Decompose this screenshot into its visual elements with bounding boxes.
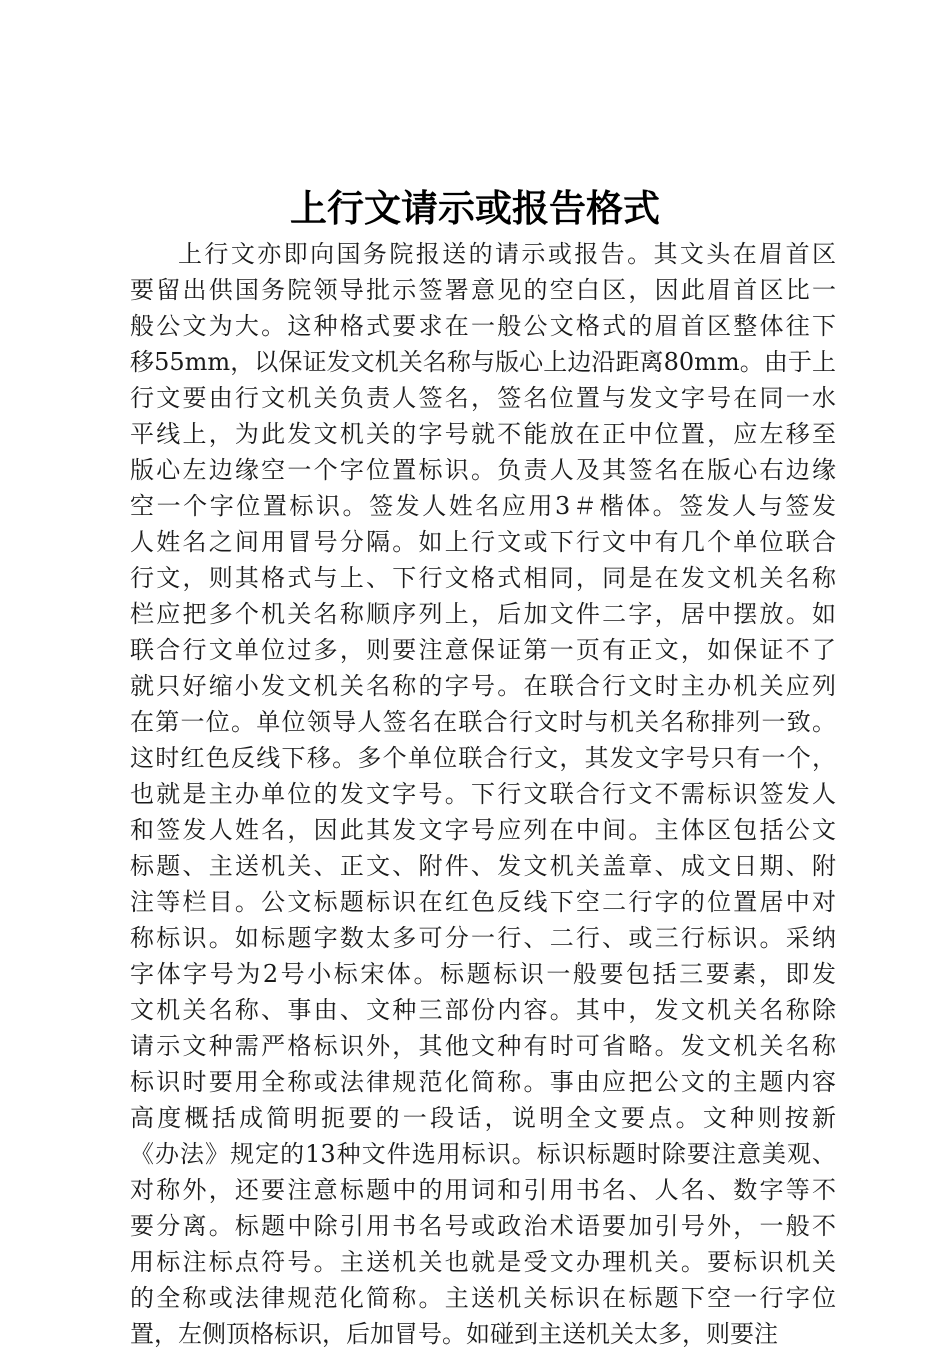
body-text-line: 在第一位。单位领导人签名在联合行文时与机关名称排列一致。 xyxy=(130,708,836,736)
body-text-line: 上行文亦即向国务院报送的请示或报告。其文头在眉首区 xyxy=(178,240,836,268)
document-body xyxy=(130,236,836,1352)
body-text-line: 行文，则其格式与上、下行文格式相同，同是在发文机关名称 xyxy=(130,564,836,592)
body-text-line: 对称外，还要注意标题中的用词和引用书名、人名、数字等不 xyxy=(130,1176,836,1204)
body-text-line: 称标识。如标题字数太多可分一行、二行、或三行标识。采纳 xyxy=(130,924,836,952)
body-text-line: 版心左边缘空一个字位置标识。负责人及其签名在版心右边缘 xyxy=(130,456,836,484)
body-text-line: 般公文为大。这种格式要求在一般公文格式的眉首区整体往下 xyxy=(130,312,836,340)
body-text-line: 行文要由行文机关负责人签名，签名位置与发文字号在同一水 xyxy=(130,384,836,412)
body-text-line: 要留出供国务院领导批示签署意见的空白区，因此眉首区比一 xyxy=(130,276,836,304)
body-text-line: 这时红色反线下移。多个单位联合行文，其发文字号只有一个， xyxy=(130,744,836,772)
body-text-line: 和签发人姓名，因此其发文字号应列在中间。主体区包括公文 xyxy=(130,816,836,844)
body-text-line: 平线上，为此发文机关的字号就不能放在正中位置，应左移至 xyxy=(130,420,836,448)
body-text-line: 文机关名称、事由、文种三部份内容。其中，发文机关名称除 xyxy=(130,996,836,1024)
body-text-line: 高度概括成简明扼要的一段话，说明全文要点。文种则按新 xyxy=(130,1104,836,1132)
document-title: 上行文请示或报告格式 xyxy=(290,186,660,230)
body-text-line: 请示文种需严格标识外，其他文种有时可省略。发文机关名称 xyxy=(130,1032,836,1060)
body-text-line: 字体字号为2号小标宋体。标题标识一般要包括三要素，即发 xyxy=(130,960,836,988)
body-text-line: 置，左侧顶格标识，后加冒号。如碰到主送机关太多，则要注 xyxy=(130,1320,778,1348)
body-text-line: 标题、主送机关、正文、附件、发文机关盖章、成文日期、附 xyxy=(130,852,836,880)
body-text-line: 要分离。标题中除引用书名号或政治术语要加引号外，一般不 xyxy=(130,1212,836,1240)
body-text-line: 的全称或法律规范化简称。主送机关标识在标题下空一行字位 xyxy=(130,1284,836,1312)
body-text-line: 空一个字位置标识。签发人姓名应用3＃楷体。签发人与签发 xyxy=(130,492,836,520)
body-text-line: 《办法》规定的13种文件选用标识。标识标题时除要注意美观、 xyxy=(130,1140,836,1168)
body-text-line: 人姓名之间用冒号分隔。如上行文或下行文中有几个单位联合 xyxy=(130,528,836,556)
body-text-line: 注等栏目。公文标题标识在红色反线下空二行字的位置居中对 xyxy=(130,888,836,916)
body-text-line: 也就是主办单位的发文字号。下行文联合行文不需标识签发人 xyxy=(130,780,836,808)
body-text-line: 标识时要用全称或法律规范化简称。事由应把公文的主题内容 xyxy=(130,1068,836,1096)
body-text-line: 就只好缩小发文机关名称的字号。在联合行文时主办机关应列 xyxy=(130,672,836,700)
body-text-line: 栏应把多个机关名称顺序列上，后加文件二字，居中摆放。如 xyxy=(130,600,836,628)
body-text-line: 用标注标点符号。主送机关也就是受文办理机关。要标识机关 xyxy=(130,1248,836,1276)
body-text-line: 移55mm，以保证发文机关名称与版心上边沿距离80mm。由于上 xyxy=(130,348,836,376)
body-text-line: 联合行文单位过多，则要注意保证第一页有正文，如保证不了 xyxy=(130,636,836,664)
